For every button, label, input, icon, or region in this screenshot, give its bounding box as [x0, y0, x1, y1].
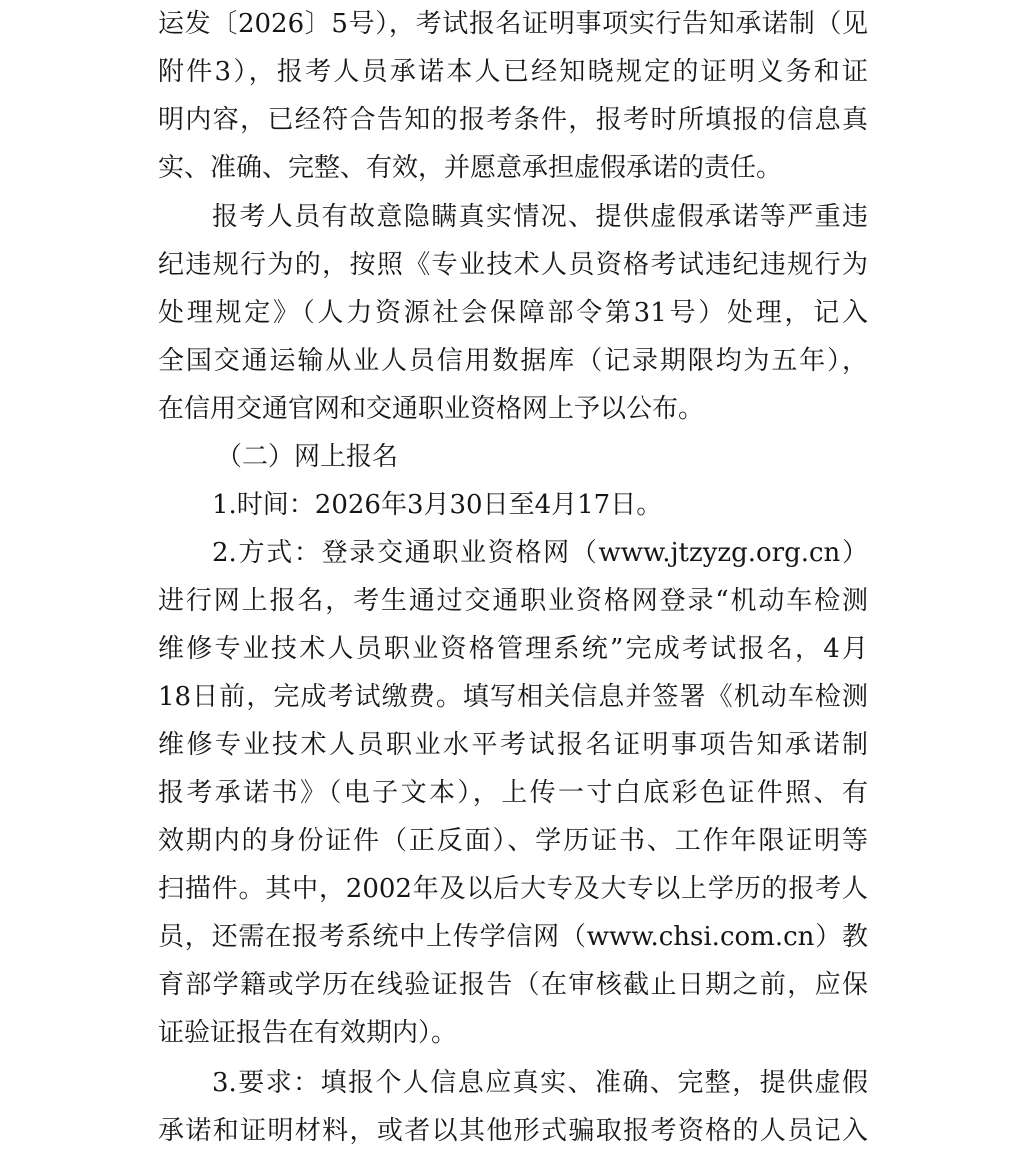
- text-line: 扫描件。其中，2002年及以后大专及大专以上学历的报考人: [158, 874, 868, 904]
- text-line: 明内容，已经符合告知的报考条件，报考时所填报的信息真: [158, 105, 868, 135]
- text-line: 效期内的身份证件（正反面）、学历证书、工作年限证明等: [158, 826, 868, 856]
- text-line: 进行网上报名，考生通过交通职业资格网登录“机动车检测: [158, 586, 868, 616]
- text-line: 报考承诺书》（电子文本），上传一寸白底彩色证件照、有: [158, 778, 868, 808]
- text-line: 在信用交通官网和交通职业资格网上予以公布。: [158, 394, 705, 424]
- text-line: 承诺和证明材料，或者以其他形式骗取报考资格的人员记入: [158, 1116, 868, 1146]
- text-line: 3.要求：填报个人信息应真实、准确、完整，提供虚假: [212, 1068, 868, 1098]
- text-line: 维修专业技术人员职业资格管理系统”完成考试报名，4月: [158, 634, 868, 664]
- text-line: 纪违规行为的，按照《专业技术人员资格考试违纪违规行为: [158, 250, 868, 280]
- text-line: 处理规定》（人力资源社会保障部令第31号）处理，记入: [158, 298, 868, 328]
- text-line: 证验证报告在有效期内）。: [158, 1018, 458, 1048]
- text-line: 维修专业技术人员职业水平考试报名证明事项告知承诺制: [158, 730, 868, 760]
- text-line: 1.时间：2026年3月30日至4月17日。: [212, 490, 663, 520]
- text-line: 18日前，完成考试缴费。填写相关信息并签署《机动车检测: [158, 682, 868, 712]
- text-line: 报考人员有故意隐瞒真实情况、提供虚假承诺等严重违: [212, 202, 868, 232]
- section-heading: （二）网上报名: [216, 442, 399, 472]
- text-line: 实、准确、完整、有效，并愿意承担虚假承诺的责任。: [158, 153, 783, 183]
- text-line: 运发〔2026〕5号），考试报名证明事项实行告知承诺制（见: [158, 9, 868, 39]
- text-line: 员，还需在报考系统中上传学信网（www.chsi.com.cn）教: [158, 922, 868, 952]
- text-line: 全国交通运输从业人员信用数据库（记录期限均为五年），: [158, 346, 868, 376]
- text-line: 附件3），报考人员承诺本人已经知晓规定的证明义务和证: [158, 57, 868, 87]
- text-line: 育部学籍或学历在线验证报告（在审核截止日期之前，应保: [158, 970, 868, 1000]
- text-line: 2.方式：登录交通职业资格网（www.jtzyzg.org.cn）: [212, 538, 868, 568]
